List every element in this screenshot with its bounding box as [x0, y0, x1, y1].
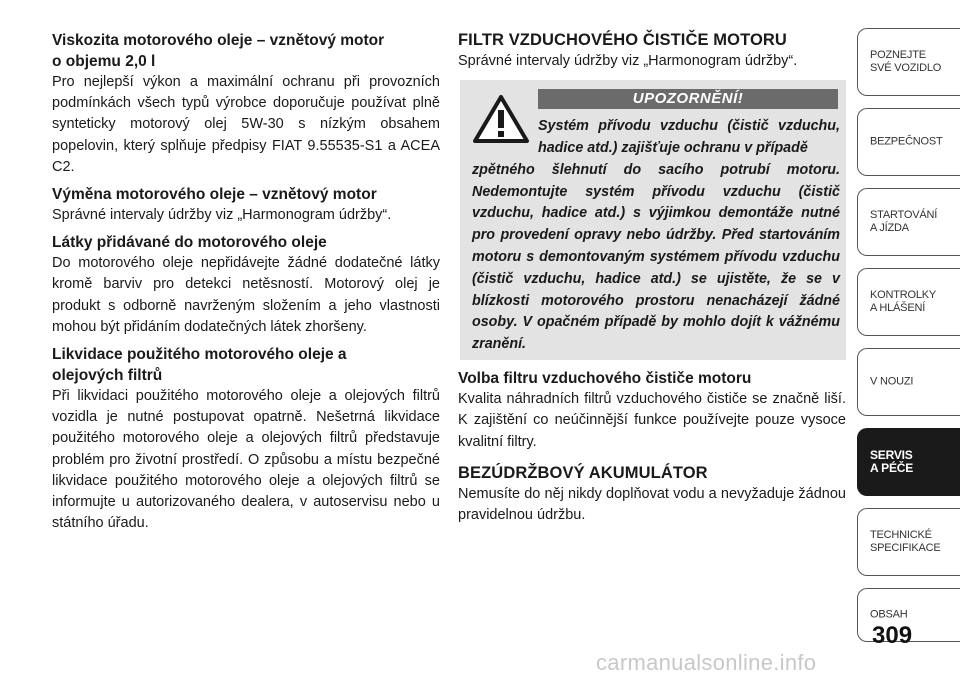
text-oil-change: Správné intervaly údržby viz „Harmonogram údržby“.: [52, 207, 392, 224]
heading-oil-disposal: Likvidace použitého motorového oleje a olejových filtrů: [52, 346, 347, 385]
section-oil-change: [52, 184, 440, 226]
text-filter-choice: Kvalita náhradních filtrů vzduchového čističe se značně liší. K zajištění co neúčinnější funkce používejte pouze vysoce kvalitní filtry.: [458, 391, 846, 450]
tab-label: SERVIS A PÉČE: [870, 448, 914, 475]
tab-servis-active[interactable]: [857, 428, 960, 496]
tab-label: STARTOVÁNÍ A JÍZDA: [870, 209, 938, 234]
warning-box: [460, 80, 846, 360]
tab-poznejte[interactable]: [857, 28, 960, 96]
warning-text: [472, 116, 840, 356]
heading-filter-choice: Volba filtru vzduchového čističe motoru: [458, 370, 752, 388]
section-oil-disposal: [52, 344, 440, 534]
watermark: carmanualsonline.info: [596, 650, 817, 675]
heading-oil-change: Výměna motorového oleje – vznětový motor: [52, 186, 377, 204]
text-oil-disposal: Při likvidaci použitého motorového oleje a olejových filtrů vozidla je nutné postupovat opatrně. Nešetrná likvidace použitého motorového oleje a olejových filtrů představuje problém pro životní prostředí. O způsobu a místu bezpečné likvidace použitého motorového oleje a olejových filtrů se informujte u autorizovaného dealera, v autoservisu nebo u státního úřadu.: [52, 388, 440, 532]
heading-oil-viscosity: Viskozita motorového oleje – vznětový motor o objemu 2,0 l: [52, 32, 385, 70]
tab-startovani[interactable]: [857, 188, 960, 256]
tab-label: V NOUZI: [870, 375, 914, 388]
tab-v-nouzi[interactable]: [857, 348, 960, 416]
warning-text-rest: zpětného šlehnutí do sacího potrubí motoru. Nedemontujte systém přívodu vzduchu (čistič vzduchu, hadice atd.) s výjimkou demontáže nutné pro provedení opravy nebo údržby. Před startováním motoru s demontovaným systémem přívodu vzduchu (čistič vzduchu, hadice atd.) se ujistěte, že se v blízkosti motorového prostoru nenacházejí žádné osoby. V opačném případě by mohlo dojít k vážnému zranění.: [472, 161, 840, 353]
tab-label: OBSAH: [870, 608, 908, 621]
tab-bezpecnost[interactable]: [857, 108, 960, 176]
right-column: [458, 30, 846, 532]
tab-label: POZNEJTE SVÉ VOZIDLO: [870, 49, 942, 74]
section-oil-additives: [52, 232, 440, 338]
text-oil-viscosity: Pro nejlepší výkon a maximální ochranu při provozních podmínkách všech typů výrobce doporučuje používat plně synteticky motorový olej 5W-30 s nízkým obsahem popelovin, který splňuje předpisy FIAT 9.55535-S1 a ACEA C2.: [52, 74, 440, 175]
section-oil-viscosity: [52, 30, 440, 178]
text-air-filter: Správné intervaly údržby viz „Harmonogram údržby“.: [458, 53, 798, 69]
tab-label: BEZPEČNOST: [870, 135, 943, 148]
tab-label: KONTROLKY A HLÁŠENÍ: [870, 289, 937, 314]
tab-technicke[interactable]: [857, 508, 960, 576]
warning-title: UPOZORNĚNÍ!: [538, 89, 838, 109]
text-oil-additives: Do motorového oleje nepřidávejte žádné dodatečné látky kromě barviv pro detekci netěsností. Motorový olej je produkt s odborně navrženým složením a jeho vlastnosti mohou být přidáním dodatečných látek zhoršeny.: [52, 255, 440, 335]
tab-label: TECHNICKÉ SPECIFIKACE: [870, 529, 941, 554]
page-number: 309: [872, 622, 913, 649]
text-battery: Nemusíte do něj nikdy doplňovat vodu a nevyžaduje žádnou pravidelnou údržbu.: [458, 485, 846, 524]
left-column: [52, 30, 440, 540]
warning-text-first: Systém přívodu vzduchu (čistič vzduchu, hadice atd.) zajišťuje ochranu v případě: [538, 118, 840, 156]
tab-kontrolky[interactable]: [857, 268, 960, 336]
heading-battery: BEZÚDRŽBOVÝ AKUMULÁTOR: [458, 463, 708, 482]
heading-oil-additives: Látky přidávané do motorového oleje: [52, 234, 327, 252]
heading-air-filter: FILTR VZDUCHOVÉHO ČISTIČE MOTORU: [458, 31, 787, 49]
